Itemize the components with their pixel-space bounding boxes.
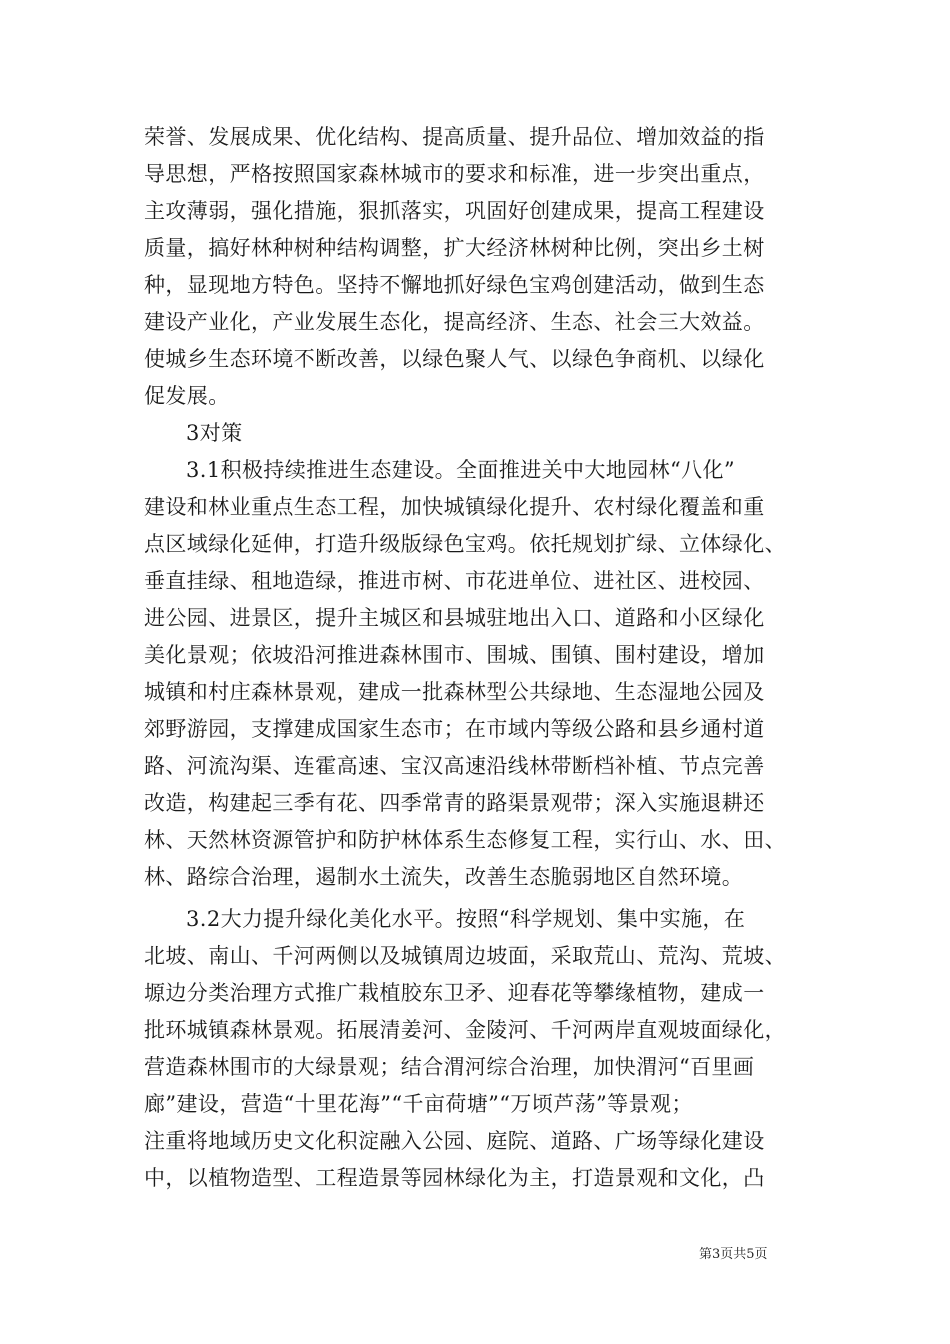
text-line: 美化景观；依坡沿河推进森林围市、围城、围镇、围村建设，增加 [144, 643, 765, 667]
text-line: 北坡、南山、千河两侧以及城镇周边坡面，采取荒山、荒沟、荒坡、 [144, 944, 786, 968]
text-line: 种，显现地方特色。坚持不懈地抓好绿色宝鸡创建活动，做到生态 [144, 273, 765, 297]
text-line: 林、天然林资源管护和防护林体系生态修复工程，实行山、水、田、 [144, 828, 786, 852]
paragraph-start: 3.2大力提升绿化美化水平。按照“科学规划、集中实施，在 [186, 907, 746, 931]
text-line: 进公园、进景区，提升主城区和县城驻地出入口、道路和小区绿化 [144, 606, 765, 630]
text-line: 荣誉、发展成果、优化结构、提高质量、提升品位、增加效益的指 [144, 125, 765, 149]
text-line: 主攻薄弱，强化措施，狠抓落实，巩固好创建成果，提高工程建设 [144, 199, 765, 223]
text-line: 批环城镇森林景观。拓展清姜河、金陵河、千河两岸直观坡面绿化， [144, 1018, 786, 1042]
paragraph-start: 3.1积极持续推进生态建设。全面推进关中大地园林“八化” [186, 458, 736, 482]
text-line: 林、路综合治理，遏制水土流失，改善生态脆弱地区自然环境。 [144, 865, 744, 889]
page-number: 第3页共5页 [699, 1247, 768, 1262]
text-line: 使城乡生态环境不断改善，以绿色聚人气、以绿色争商机、以绿化 [144, 347, 765, 371]
text-line: 营造森林围市的大绿景观；结合渭河综合治理，加快渭河“百里画 [144, 1055, 755, 1079]
text-line: 点区域绿化延伸，打造升级版绿色宝鸡。依托规划扩绿、立体绿化、 [144, 532, 786, 556]
text-line: 促发展。 [144, 384, 230, 408]
text-line: 建设和林业重点生态工程，加快城镇绿化提升、农村绿化覆盖和重 [144, 495, 765, 519]
text-line: 注重将地域历史文化积淀融入公园、庭院、道路、广场等绿化建设 [144, 1129, 765, 1153]
text-line: 改造，构建起三季有花、四季常青的路渠景观带；深入实施退耕还 [144, 791, 765, 815]
text-line: 垂直挂绿、租地造绿，推进市树、市花进单位、进社区、进校园、 [144, 569, 765, 593]
text-line: 中，以植物造型、工程造景等园林绿化为主，打造景观和文化，凸 [144, 1166, 765, 1190]
text-line: 路、河流沟渠、连霍高速、宝汉高速沿线林带断档补植、节点完善 [144, 754, 765, 778]
text-line: 导思想，严格按照国家森林城市的要求和标准，进一步突出重点， [144, 162, 765, 186]
text-line: 塬边分类治理方式推广栽植胶东卫矛、迎春花等攀缘植物，建成一 [144, 981, 765, 1005]
text-line: 郊野游园，支撑建成国家生态市；在市域内等级公路和县乡通村道 [144, 717, 765, 741]
text-line: 建设产业化，产业发展生态化，提高经济、生态、社会三大效益。 [144, 310, 765, 334]
text-line: 城镇和村庄森林景观，建成一批森林型公共绿地、生态湿地公园及 [144, 680, 765, 704]
text-line: 质量，搞好林种树种结构调整，扩大经济林树种比例，突出乡土树 [144, 236, 765, 260]
section-heading: 3对策 [186, 421, 243, 445]
text-line: 廊”建设，营造“十里花海”“千亩荷塘”“万顷芦荡”等景观； [144, 1092, 693, 1116]
